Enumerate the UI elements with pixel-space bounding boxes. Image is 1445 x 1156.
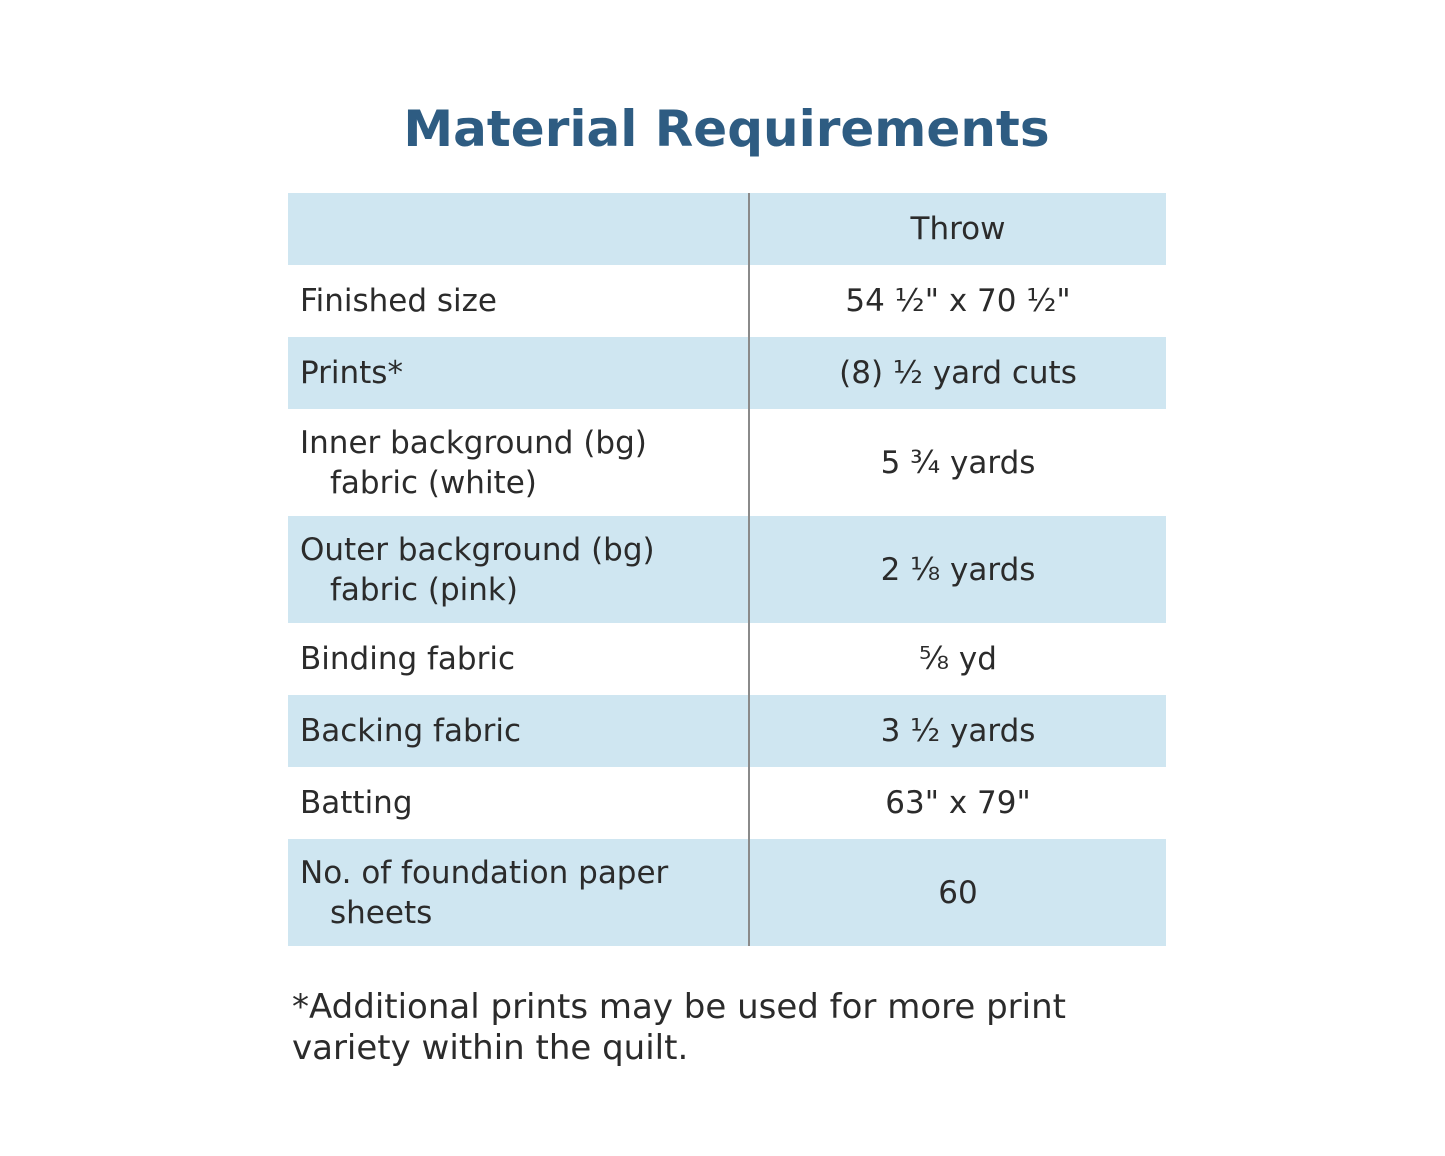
row-value: 3 ½ yards xyxy=(880,713,1036,749)
row-value: 5 ¾ yards xyxy=(880,444,1036,481)
table-row xyxy=(288,516,1166,623)
row-label-line2: fabric (pink) xyxy=(330,571,518,608)
row-label-line2: sheets xyxy=(330,894,433,931)
table-row xyxy=(288,337,1166,409)
row-label xyxy=(288,265,750,337)
row-label-line1: Binding fabric xyxy=(300,641,515,677)
row-value: 2 ⅛ yards xyxy=(880,551,1036,588)
header-throw-cell: Throw xyxy=(910,211,1006,247)
table-row xyxy=(288,839,1166,946)
header-label-cell xyxy=(288,193,750,265)
row-value: (8) ½ yard cuts xyxy=(839,355,1077,391)
row-label-line1: Finished size xyxy=(300,283,497,319)
row-value: 63" x 79" xyxy=(885,785,1031,821)
row-label-line1: Batting xyxy=(300,785,413,821)
row-label-line1: No. of foundation paper xyxy=(300,854,669,891)
page-title: Material Requirements xyxy=(403,100,1050,158)
row-label xyxy=(288,337,750,409)
row-label-line1: Inner background (bg) xyxy=(300,424,647,461)
table-row xyxy=(288,695,1166,767)
row-label-line2: fabric (white) xyxy=(330,464,537,501)
row-value: 54 ½" x 70 ½" xyxy=(845,283,1071,319)
table-row xyxy=(288,409,1166,516)
row-label-line1: Outer background (bg) xyxy=(300,531,655,568)
row-value: ⅝ yd xyxy=(919,641,997,677)
table-row xyxy=(288,623,1166,695)
row-label-line1: Backing fabric xyxy=(300,713,522,749)
footnote-line2: variety within the quilt. xyxy=(292,1028,689,1068)
row-value: 60 xyxy=(938,874,978,911)
row-label xyxy=(288,516,750,623)
row-label xyxy=(288,409,750,516)
row-label xyxy=(288,767,750,839)
row-label xyxy=(288,623,750,695)
table-header-row xyxy=(288,193,1166,265)
row-label xyxy=(288,839,750,946)
footnote xyxy=(292,987,1172,1069)
row-label-line1: Prints* xyxy=(300,355,403,391)
materials-table xyxy=(288,193,1166,946)
table-row xyxy=(288,265,1166,337)
table-row xyxy=(288,767,1166,839)
footnote-line1: *Additional prints may be used for more print xyxy=(292,987,1066,1027)
row-label xyxy=(288,695,750,767)
